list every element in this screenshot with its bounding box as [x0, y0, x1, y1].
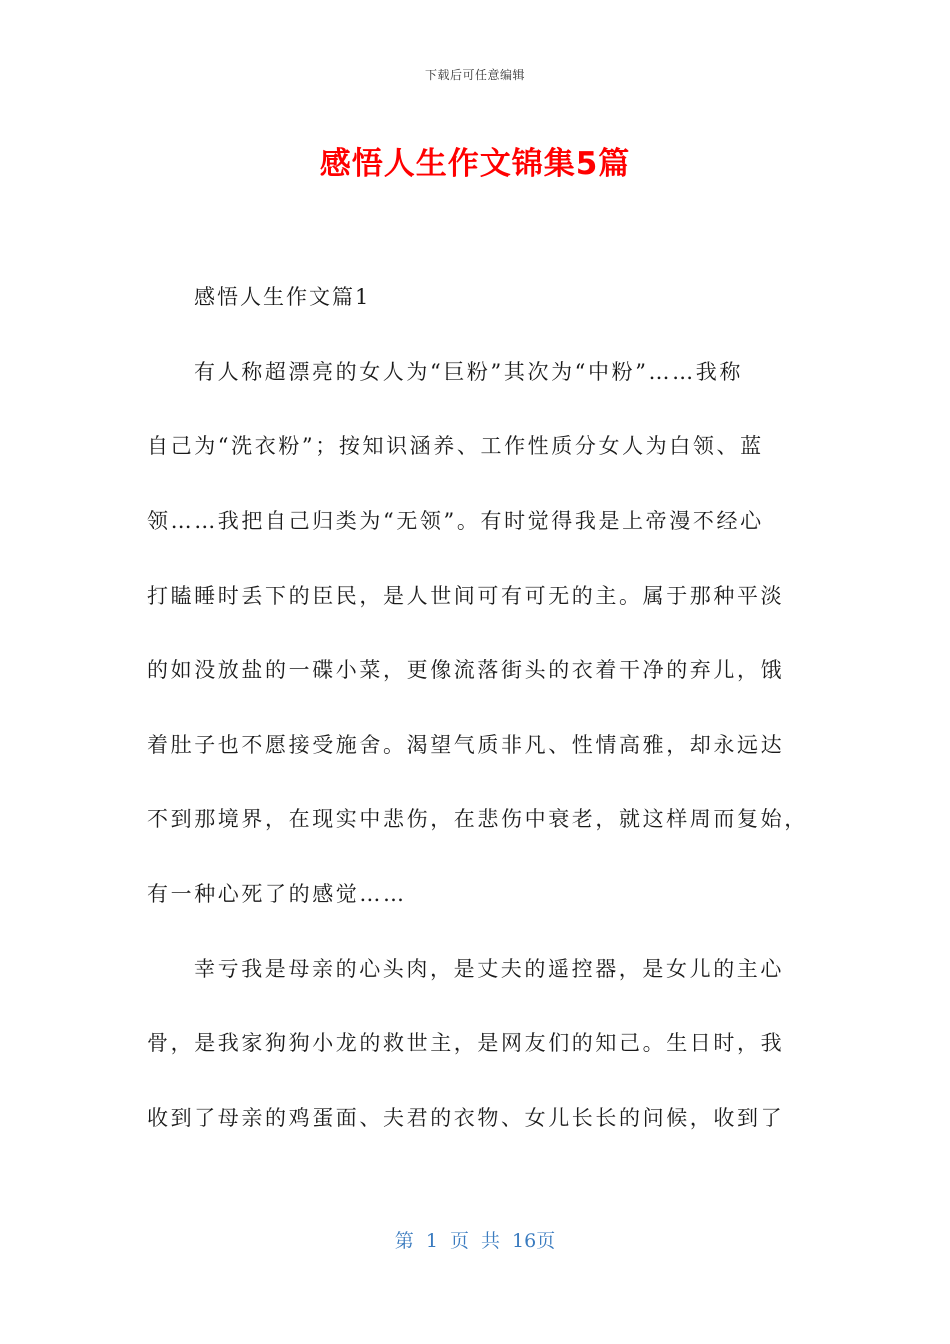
- paragraph-1-line-4: 打瞌睡时丢下的臣民，是人世间可有可无的主。属于那种平淡: [147, 584, 785, 608]
- paragraph-2-line-3: 收到了母亲的鸡蛋面、夫君的衣物、女儿长长的问候，收到了: [147, 1106, 785, 1130]
- paragraph-1-line-5: 的如没放盐的一碟小菜，更像流落街头的衣着干净的弃儿，饿: [147, 658, 785, 682]
- paragraph-2-line-2: 骨，是我家狗狗小龙的救世主，是网友们的知己。生日时，我: [147, 1031, 785, 1055]
- paragraph-1-line-3: 领……我把自己归类为“无领”。有时觉得我是上帝漫不经心: [147, 509, 764, 533]
- paragraph-1-line-2: 自己为“洗衣粉”；按知识涵养、工作性质分女人为白领、蓝: [147, 434, 764, 458]
- paragraph-1-line-1: 有人称超漂亮的女人为“巨粉”其次为“中粉”……我称: [194, 360, 743, 384]
- page-number-footer: 第 1 页 共 16页: [394, 1230, 556, 1252]
- paragraph-1-line-8: 有一种心死了的感觉……: [147, 882, 407, 906]
- paragraph-2-line-1: 幸亏我是母亲的心头肉，是丈夫的遥控器，是女儿的主心: [194, 957, 784, 981]
- paragraph-1-line-7: 不到那境界，在现实中悲伤，在悲伤中衰老，就这样周而复始，: [147, 807, 808, 831]
- document-title: 感悟人生作文锦集5篇: [319, 146, 631, 182]
- section-heading: 感悟人生作文篇1: [194, 285, 371, 309]
- page-header-note: 下载后可任意编辑: [424, 68, 525, 82]
- paragraph-1-line-6: 着肚子也不愿接受施舍。渴望气质非凡、性情高雅，却永远达: [147, 733, 785, 757]
